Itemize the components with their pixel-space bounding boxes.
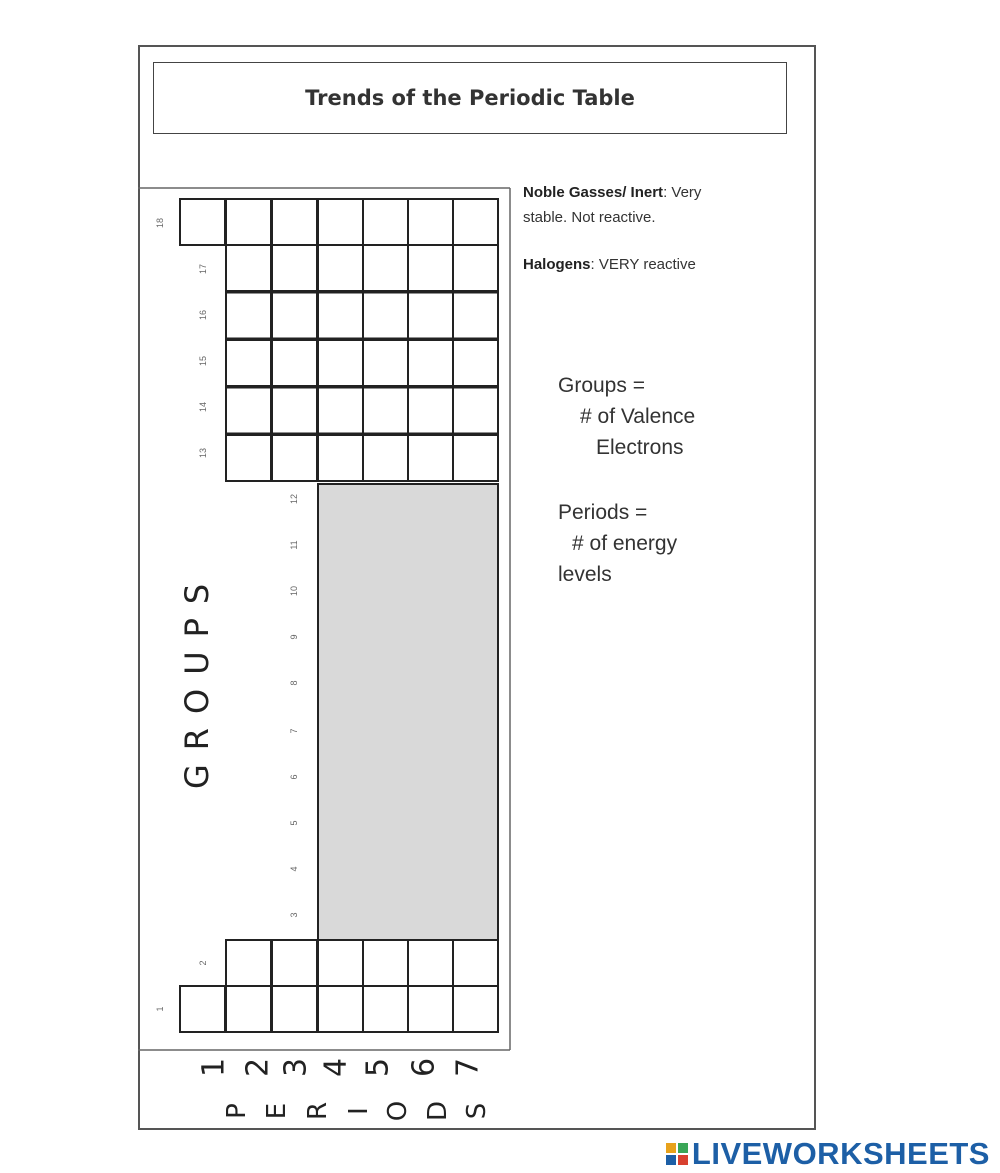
periods-letter-o: O bbox=[383, 1100, 413, 1122]
groups-definition-line-1: Groups = bbox=[558, 374, 645, 397]
period-number-4: 4 bbox=[318, 1057, 354, 1078]
period-number-6: 6 bbox=[406, 1057, 442, 1078]
groups-vertical-label: GROUPS bbox=[178, 569, 216, 789]
groups-definition-line-3: Electrons bbox=[596, 436, 684, 459]
periods-definition-line-1: Periods = bbox=[558, 501, 648, 524]
group-number-7: 7 bbox=[289, 728, 299, 734]
period-number-5: 5 bbox=[360, 1057, 396, 1078]
halogens-label: Halogens bbox=[523, 256, 591, 273]
groups-definition-line-2: # of Valence bbox=[580, 405, 696, 428]
periods-definition-line-2: # of energy bbox=[572, 532, 678, 555]
periods-letter-r: R bbox=[303, 1101, 333, 1121]
period-number-3: 3 bbox=[278, 1057, 314, 1078]
group-number-8: 8 bbox=[289, 680, 299, 686]
periods-definition-line-3: levels bbox=[558, 563, 612, 586]
group-number-2: 2 bbox=[198, 960, 208, 966]
noble-gases-text: : Very bbox=[663, 184, 702, 201]
group-number-3: 3 bbox=[289, 912, 299, 918]
group-number-4: 4 bbox=[289, 866, 299, 872]
liveworksheets-logo-text: LIVEWORKSHEETS bbox=[691, 1136, 990, 1171]
halogens-text: : VERY reactive bbox=[590, 256, 696, 273]
periods-letter-d: D bbox=[423, 1100, 453, 1122]
group-number-16: 16 bbox=[198, 310, 208, 321]
period-number-2: 2 bbox=[240, 1057, 276, 1078]
group-number-10: 10 bbox=[289, 586, 299, 597]
period-number-7: 7 bbox=[450, 1057, 486, 1078]
group-number-14: 14 bbox=[198, 402, 208, 413]
group-number-18: 18 bbox=[155, 218, 165, 229]
periods-letter-i: I bbox=[344, 1107, 374, 1115]
period-number-1: 1 bbox=[196, 1057, 232, 1078]
group-number-17: 17 bbox=[198, 264, 208, 275]
group-number-13: 13 bbox=[198, 448, 208, 459]
periods-letter-e: E bbox=[262, 1102, 292, 1120]
group-number-15: 15 bbox=[198, 356, 208, 367]
group-number-12: 12 bbox=[289, 494, 299, 505]
group-number-5: 5 bbox=[289, 820, 299, 826]
liveworksheets-logo-icon bbox=[666, 1143, 688, 1165]
worksheet-title: Trends of the Periodic Table bbox=[153, 62, 787, 134]
liveworksheets-logo bbox=[666, 1136, 990, 1172]
group-number-11: 11 bbox=[289, 540, 299, 550]
periods-definition bbox=[558, 497, 778, 590]
group-number-9: 9 bbox=[289, 634, 299, 640]
halogens-note bbox=[523, 252, 793, 277]
periods-letter-s: S bbox=[462, 1102, 492, 1120]
group-number-6: 6 bbox=[289, 774, 299, 780]
group-number-1: 1 bbox=[155, 1006, 165, 1012]
groups-definition bbox=[558, 370, 778, 463]
noble-gases-note bbox=[523, 180, 793, 230]
noble-gases-label: Noble Gasses/ Inert bbox=[523, 184, 664, 201]
noble-gases-text-2: stable. Not reactive. bbox=[523, 209, 656, 226]
periods-letter-p: P bbox=[222, 1103, 252, 1119]
